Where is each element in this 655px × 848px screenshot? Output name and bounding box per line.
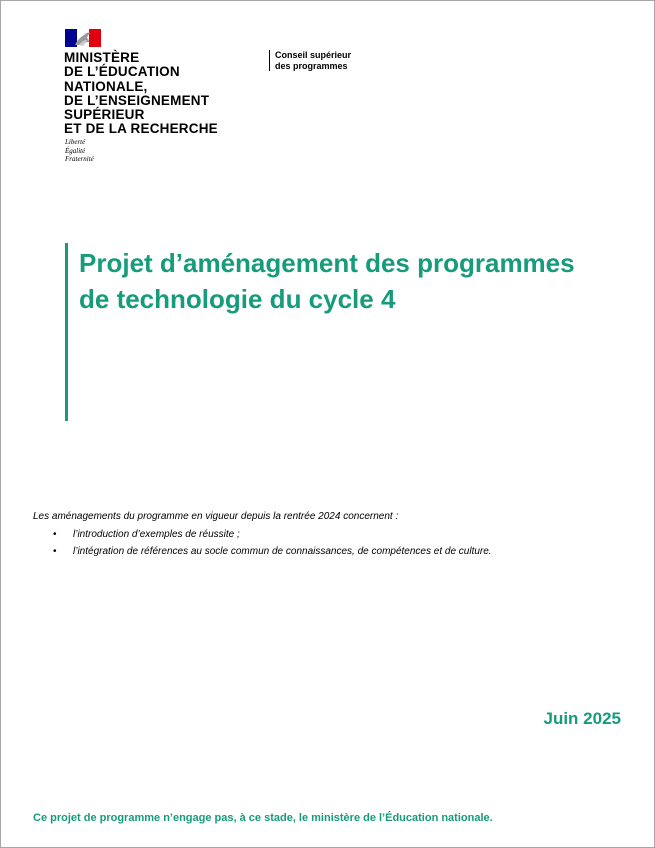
ministry-line: NATIONALE, bbox=[64, 78, 148, 94]
republic-motto bbox=[65, 138, 94, 164]
motto-word: Liberté bbox=[65, 138, 86, 146]
ministry-line: DE L’ÉDUCATION bbox=[64, 64, 180, 80]
council-name bbox=[269, 50, 351, 71]
title-line: Projet d’aménagement des programmes bbox=[79, 248, 575, 278]
list-item bbox=[33, 543, 633, 560]
title-line: de technologie du cycle 4 bbox=[79, 284, 396, 314]
ministry-line: ET DE LA RECHERCHE bbox=[64, 121, 218, 137]
motto-word: Égalité bbox=[65, 146, 86, 155]
ministry-line: SUPÉRIEUR bbox=[64, 107, 145, 123]
list-item-text: l’introduction d’exemples de réussite ; bbox=[73, 529, 240, 540]
document-title bbox=[79, 245, 639, 317]
council-line: Conseil supérieur bbox=[275, 50, 352, 60]
disclaimer: Ce projet de programme n’engage pas, à ce stade, le ministère de l’Éducation nationale. bbox=[33, 812, 493, 824]
document-date: Juin 2025 bbox=[543, 709, 621, 728]
bullet-icon: • bbox=[53, 546, 57, 557]
ministry-line: MINISTÈRE bbox=[64, 50, 140, 65]
motto-word: Fraternité bbox=[65, 155, 94, 164]
intro-bullet-list bbox=[33, 526, 633, 560]
intro-lead: Les aménagements du programme en vigueur depuis la rentrée 2024 concernent : bbox=[33, 511, 399, 522]
intro-section bbox=[33, 509, 633, 560]
list-item bbox=[33, 526, 633, 543]
title-accent-bar bbox=[65, 243, 68, 421]
marianne-logo-icon bbox=[65, 29, 101, 47]
ministry-name bbox=[64, 51, 218, 137]
bullet-icon: • bbox=[53, 529, 57, 540]
list-item-text: l’intégration de références au socle commun de connaissances, de compétences et de culture. bbox=[73, 546, 492, 557]
council-line: des programmes bbox=[275, 60, 348, 71]
ministry-line: DE L’ENSEIGNEMENT bbox=[64, 92, 210, 108]
